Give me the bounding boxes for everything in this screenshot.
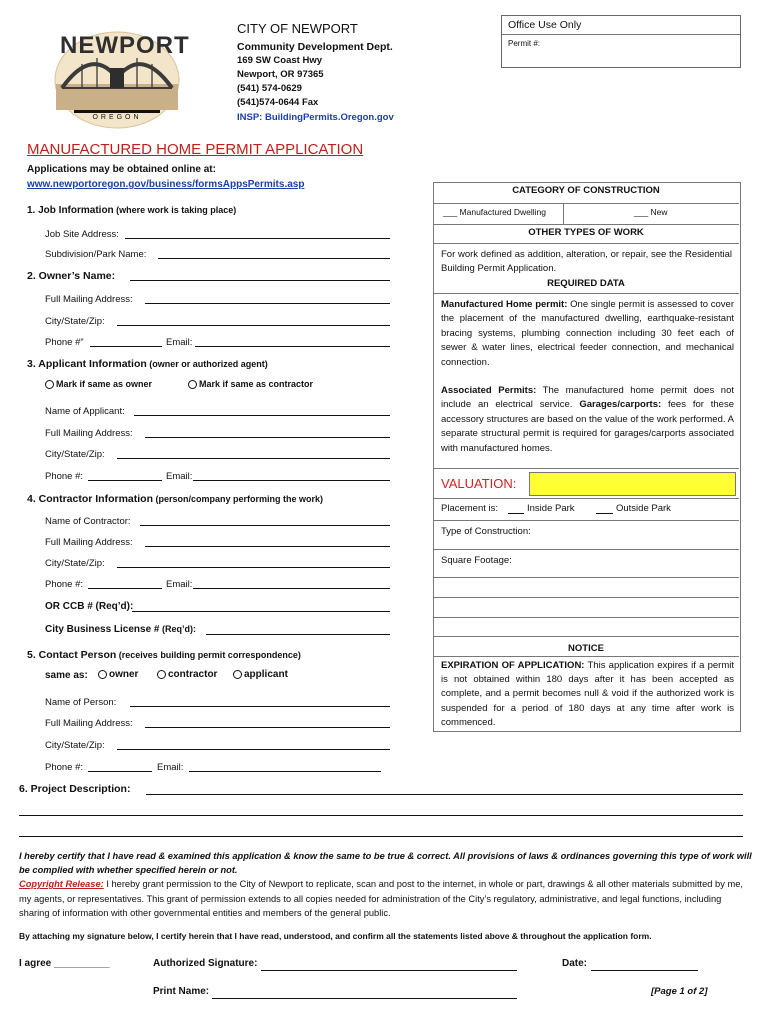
logo-word: NEWPORT (60, 32, 190, 59)
subdivision-field[interactable] (158, 258, 390, 259)
contact-owner-radio[interactable] (98, 670, 107, 679)
category-title: CATEGORY OF CONSTRUCTION (512, 185, 660, 196)
section6-heading: 6. Project Description: (19, 783, 131, 795)
associated-permits-label: Associated Permits: (441, 385, 537, 396)
applicant-city-field[interactable] (117, 458, 390, 459)
mark-contractor-label: Mark if same as contractor (199, 379, 314, 389)
mh-permit-text-block (441, 298, 734, 370)
job-site-field[interactable] (125, 238, 390, 239)
contact-contractor-radio[interactable] (157, 670, 166, 679)
section5-note: (receives building permit correspondence) (116, 650, 301, 660)
contact-applicant-option[interactable] (233, 669, 288, 680)
logo-state: OREGON (92, 114, 142, 121)
contact-phone-label: Phone #: (45, 762, 84, 773)
contact-mailing-label: Full Mailing Address: (45, 718, 133, 729)
valuation-field[interactable] (529, 472, 736, 496)
header-city: CITY OF NEWPORT (237, 21, 358, 36)
mark-owner-radio[interactable] (45, 380, 54, 389)
header-addr2: Newport, OR 97365 (237, 69, 324, 80)
mfd-dwelling-option[interactable]: ___ Manufactured Dwelling (443, 207, 547, 217)
section2-heading: 2. Owner’s Name: (27, 270, 116, 282)
contractor-phone-label: Phone #: (45, 579, 84, 590)
section3-note: (owner or authorized agent) (146, 359, 268, 369)
placement-row (441, 503, 498, 514)
header-addr1: 169 SW Coast Hwy (237, 55, 322, 66)
license-field[interactable] (206, 634, 390, 635)
square-footage-label: Square Footage: (441, 555, 512, 566)
section4-note: (person/company performing the work) (153, 494, 324, 504)
copyright-block (19, 877, 754, 921)
inside-park-blank[interactable] (508, 513, 524, 514)
section1-note: (where work is taking place) (113, 205, 237, 215)
project-description-line-2[interactable] (19, 815, 743, 816)
section3-heading-row (27, 358, 268, 370)
header-phone: (541) 574-0629 (237, 83, 302, 94)
date-label: Date: (562, 958, 588, 969)
copyright-label: Copyright Release: (19, 879, 104, 889)
mark-contractor-radio[interactable] (188, 380, 197, 389)
mh-permit-text: One single permit is assessed to cover the placement of the manufactured dwelling, earthquake-resistant bracing systems, plumbing connection including 30 feet each of sewer & water lines, electrical feeder connection, and mechanical connection. (441, 299, 735, 368)
city-logo (52, 26, 190, 130)
copyright-text: I hereby grant permission to the City of Newport to replicate, scan and post to the internet, in whole or part, drawings & all other materials submitted by me, my agents, or representatives. This grant of permission extends to all copies needed for administration of the City’s regulatory, administrative, and legal functions, including sharing of information with other governmental entities and members of the general public. (19, 879, 743, 918)
inside-park-label: Inside Park (527, 503, 575, 514)
owner-phone-field[interactable] (90, 346, 162, 347)
owner-phone-label: Phone #” (45, 337, 84, 348)
authorized-signature-label: Authorized Signature: (153, 958, 258, 969)
contractor-name-label: Name of Contractor: (45, 516, 131, 527)
owner-name-field[interactable] (130, 280, 390, 281)
mark-owner-option[interactable] (45, 379, 152, 389)
applicant-name-field[interactable] (134, 415, 390, 416)
contact-name-field[interactable] (130, 706, 390, 707)
page-number: [Page 1 of 2] (651, 986, 708, 997)
applicant-mailing-field[interactable] (145, 437, 390, 438)
header-fax: (541)574-0644 Fax (237, 97, 319, 108)
associated-permits-text-1: The manufactured home permit does not include an electrical service. (441, 385, 734, 411)
outside-park-label: Outside Park (616, 503, 671, 514)
authorized-signature-field[interactable] (261, 970, 517, 971)
required-data-title: REQUIRED DATA (547, 278, 625, 289)
contractor-mailing-label: Full Mailing Address: (45, 537, 133, 548)
contractor-mailing-field[interactable] (145, 546, 390, 547)
applicant-phone-label: Phone #: (45, 471, 84, 482)
license-label: City Business License # (45, 624, 160, 635)
owner-email-field[interactable] (195, 346, 390, 347)
mh-permit-label: Manufactured Home permit: (441, 299, 568, 310)
other-types-title: OTHER TYPES OF WORK (528, 227, 644, 238)
ccb-label: OR CCB # (Req’d): (45, 601, 134, 612)
applicant-phone-field[interactable] (88, 480, 162, 481)
notice-text: This application expires if a permit is not obtained within 180 days after it has been accepted as complete, and a permit becomes null & void if the authorized work is suspended for a period of 180 days at any time after work is commenced. (441, 660, 734, 728)
project-description-line-1[interactable] (146, 794, 743, 795)
outside-park-blank[interactable] (596, 513, 613, 514)
attest-text: By attaching my signature below, I certify herein that I have read, understood, and confirm all the statements listed above & throughout the application form. (19, 931, 652, 941)
applicant-email-label: Email: (166, 471, 193, 482)
contact-city-field[interactable] (117, 749, 390, 750)
applicant-city-label: City/State/Zip: (45, 449, 105, 460)
contact-owner-label: owner (109, 669, 139, 680)
section3-heading: 3. Applicant Information (27, 358, 147, 370)
mark-contractor-option[interactable] (188, 379, 313, 389)
notice-block (441, 659, 734, 730)
header-insp: INSP: BuildingPermits.Oregon.gov (237, 112, 394, 123)
other-types-text: For work defined as addition, alteration, or repair, see the Residential Building Permit Application. (441, 249, 732, 274)
owner-city-field[interactable] (117, 325, 390, 326)
license-note: (Req’d): (159, 624, 196, 634)
agree-row (19, 958, 110, 969)
contractor-phone-field[interactable] (88, 588, 162, 589)
valuation-label: VALUATION: (441, 476, 517, 491)
print-name-label: Print Name: (153, 986, 210, 997)
type-construction-label: Type of Construction: (441, 526, 531, 537)
same-as-label: same as: (45, 670, 88, 681)
notice-label: EXPIRATION OF APPLICATION: (441, 660, 585, 671)
agree-label: I agree (19, 958, 52, 969)
section1-heading: 1. Job Information (27, 205, 114, 216)
contractor-name-field[interactable] (140, 525, 390, 526)
license-row (45, 624, 196, 635)
online-intro: Applications may be obtained online at: (27, 164, 216, 175)
subdivision-label: Subdivision/Park Name: (45, 249, 147, 260)
contact-contractor-option[interactable] (157, 669, 217, 680)
office-use-title: Office Use Only (508, 19, 582, 31)
applicant-email-field[interactable] (193, 480, 390, 481)
contractor-email-label: Email: (166, 579, 193, 590)
applicant-mailing-label: Full Mailing Address: (45, 428, 133, 439)
contact-applicant-label: applicant (244, 669, 288, 680)
form-title: MANUFACTURED HOME PERMIT APPLICATION (27, 141, 364, 158)
project-description-line-3[interactable] (19, 836, 743, 837)
notice-title: NOTICE (568, 643, 604, 654)
print-name-field[interactable] (212, 998, 517, 999)
new-option[interactable]: ___ New (634, 207, 668, 217)
owner-city-label: City/State/Zip: (45, 316, 105, 327)
associated-permits-block (441, 384, 734, 456)
permit-number-label: Permit #: (508, 39, 541, 48)
section5-heading: 5. Contact Person (27, 649, 117, 661)
section5-heading-row (27, 649, 301, 661)
online-url-link[interactable]: www.newportoregon.gov/business/formsAppsPermits.asp (27, 179, 305, 190)
contractor-email-field[interactable] (193, 588, 390, 589)
certify-text: I hereby certify that I have read & examined this application & know the same to be true & correct. All provisions of laws & ordinances governing this type of work will be complied with whether specified herein or not. (19, 851, 752, 875)
contact-mailing-field[interactable] (145, 727, 390, 728)
office-use-box (501, 15, 741, 68)
section4-heading-row (27, 493, 323, 505)
contact-applicant-radio[interactable] (233, 670, 242, 679)
agree-blank[interactable]: __________ (54, 958, 110, 969)
ccb-field[interactable] (132, 611, 390, 612)
applicant-name-label: Name of Applicant: (45, 406, 125, 417)
mark-owner-label: Mark if same as owner (56, 379, 153, 389)
contact-owner-option[interactable] (98, 669, 138, 680)
contact-city-label: City/State/Zip: (45, 740, 105, 751)
contact-contractor-label: contractor (168, 669, 218, 680)
placement-label: Placement is: (441, 503, 499, 514)
header-dept: Community Development Dept. (237, 41, 393, 53)
contact-email-label: Email: (157, 762, 184, 773)
owner-mailing-field[interactable] (145, 303, 390, 304)
contact-email-field[interactable] (189, 771, 381, 772)
job-site-label: Job Site Address: (45, 229, 119, 240)
section4-heading: 4. Contractor Information (27, 493, 154, 505)
contact-name-label: Name of Person: (45, 697, 117, 708)
date-field[interactable] (591, 970, 698, 971)
contractor-city-label: City/State/Zip: (45, 558, 105, 569)
associated-permits-text-2: fees for these accessory structures are based on the value of the work performed. A separate structural permit is required for garages/carports associated with manufactured homes. (441, 399, 734, 454)
garages-carports-label: Garages/carports: (579, 399, 662, 411)
owner-mailing-label: Full Mailing Address: (45, 294, 133, 305)
owner-email-label: Email: (166, 337, 193, 348)
contact-phone-field[interactable] (88, 771, 152, 772)
section1-heading-row (27, 205, 236, 216)
contractor-city-field[interactable] (117, 567, 390, 568)
